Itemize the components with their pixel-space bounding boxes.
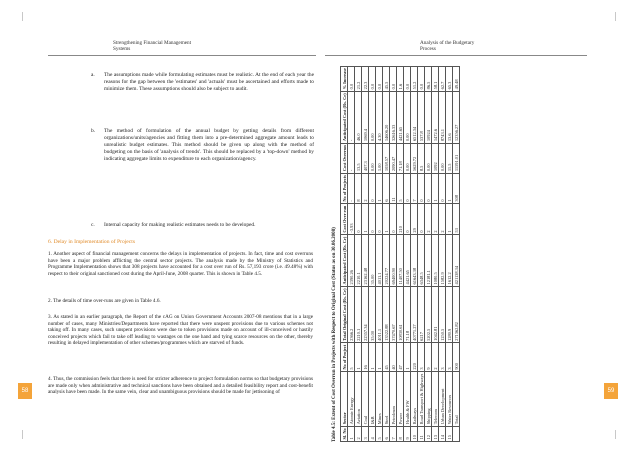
table-cell: 61643.38 [411, 235, 418, 287]
item-b-text: The method of formulation of the annual budget by getting details from different organizations/units/agencies and fitting them into a pre-determined aggregate amount leads to unrealistic budget estimates. This method should be given up along with the method of budgeting on the basis of 'analysis of trends'. This should be replaced by a 'top-down' method by indicating aggregate limits to expenditure to each organization/agency. [104, 128, 314, 163]
crop-mark [22, 430, 23, 439]
table-cell: 2390.26 [348, 235, 355, 287]
table-cell: 62.7 [439, 66, 446, 91]
table-cell: 0.0 [376, 66, 383, 91]
table-cell: 45 [383, 343, 390, 372]
table-row [348, 66, 355, 441]
table-cell: 35.00 [369, 235, 376, 287]
table-cell: 0.00 [404, 143, 411, 173]
table-cell: 4011.1 [376, 286, 383, 342]
table-cell: 7 [411, 173, 418, 204]
table-row [404, 66, 411, 441]
table-cell: Petroleum [390, 372, 397, 427]
table-cell: Aviation [355, 372, 362, 427]
table-cell: 1 [355, 343, 362, 372]
table-cell: 15 [446, 426, 453, 441]
header-line-1: Strengthening Financial Management [113, 40, 192, 46]
item-label-b: b. [91, 128, 96, 134]
table-cell: 407.3 [362, 143, 369, 173]
item-a-text: The assumptions made while formulating estimates must be realistic. At the end of each year the reasons for the gap between the 'estimates' and 'actuals' must be ascertained and efforts made to minimize them. These assumptions should also be subject to audit. [104, 72, 314, 93]
header-line-2: Process [420, 46, 436, 53]
table-cell: Coal [362, 372, 369, 427]
table-cell: 1042.81 [432, 286, 439, 342]
table-cell: 22357.34 [362, 286, 369, 342]
table-cell: Health & FW [404, 372, 411, 427]
table-cell: 1 [369, 343, 376, 372]
table-cell: 1 [376, 173, 383, 204]
table-cell: 421138.34 [453, 235, 460, 287]
table-cell: 1.00 [376, 143, 383, 173]
rotated-table-block [330, 32, 470, 442]
table-cell: 2 [432, 343, 439, 372]
table-cell: 0.0 [418, 66, 425, 91]
table-cell: 0 [418, 173, 425, 204]
paragraph-1: 1. Another aspect of financial management concerns the delays in implementation of projects. In fact, time and cost overruns have been a major problem afflicting the central sector projects. The analysis made by the Ministry of Statistics and Programme Implementation shows that 308 projects have accounted for a cost over run of Rs. 57,193 crore (i.e. 49.48%) with respect to their original sanctioned cost during the April-June, 2008 quarter. This is shown in Table 4.5. [48, 251, 313, 277]
table-cell: 40771.27 [411, 286, 418, 342]
table-row [411, 66, 418, 441]
table-row [432, 66, 439, 441]
table-cell: 11.5 [446, 143, 453, 173]
table-cell: 0 [390, 204, 397, 235]
table-cell: 45.5 [383, 66, 390, 91]
section-title: 6. Delay in Implementation of Projects [48, 239, 135, 245]
page-number-left: 58 [18, 383, 32, 399]
table-row [446, 66, 453, 441]
table-header-cell: Total Original Cost (Rs. Cr) [341, 288, 347, 341]
table-cell: 0 [376, 204, 383, 235]
table-row [362, 66, 369, 441]
table-cell: 10924 [425, 91, 432, 143]
table-cell: 1250.5 [439, 286, 446, 342]
table-cell: Power [397, 372, 404, 427]
header-line-1: Analysis of the Budgetary [420, 40, 475, 46]
table-cell: 16 [362, 343, 369, 372]
table-cell: 1612.2 [446, 235, 453, 287]
table-cell: 3 [418, 343, 425, 372]
table-cell: 46.0 [355, 91, 362, 143]
table-cell: 4421.65 [397, 91, 404, 143]
table-cell: 7 [390, 426, 397, 441]
table-cell: 3 [446, 343, 453, 372]
table-cell: 35.00 [369, 286, 376, 342]
table-cell: 220 [411, 343, 418, 372]
table-cell: 1472.6 [432, 91, 439, 143]
item-c-text: Internal capacity for making realistic estimates needs to be developed. [104, 222, 256, 228]
table-cell: 23162.48 [362, 235, 369, 287]
table-cell: 1 [362, 204, 369, 235]
table-cell: 14 [439, 426, 446, 441]
table-row [439, 66, 446, 441]
table-cell: 0 [439, 173, 446, 204]
table-cell: - [348, 173, 355, 204]
table-cell: 2210.1 [355, 235, 362, 287]
cost-overrun-table [340, 66, 460, 442]
header-rule [48, 55, 316, 56]
table-cell: I&B [369, 372, 376, 427]
table-cell: 1069.4 [362, 91, 369, 143]
table-cell: 4421.65 [404, 235, 411, 287]
table-title: Table 4.5: Extent of Cost Overrun in Projects with Respect to Original Cost (Status as on 30.06.2008) [332, 227, 337, 442]
item-label-c: c. [91, 222, 95, 228]
table-cell: 8 [355, 173, 362, 204]
table-cell: 1 [383, 204, 390, 235]
table-cell: 86.5 [425, 66, 432, 91]
table-cell: Atomic Energy [348, 372, 355, 427]
table-cell: 6 [383, 173, 390, 204]
table-cell: 0 [404, 204, 411, 235]
table-cell: 71.18 [404, 286, 411, 342]
table-cell: 2 [355, 426, 362, 441]
table-cell: 1 [432, 173, 439, 204]
table-cell: 308 [453, 173, 460, 204]
table-cell: 0 [369, 173, 376, 204]
table-cell: 5629.72 [411, 143, 418, 173]
item-label-a: a. [91, 72, 95, 78]
table-header-cell: % Increase [341, 68, 347, 90]
table-cell: 1092 [432, 143, 439, 173]
table-cell: 11591.01 [453, 143, 460, 173]
table-cell: 1 [404, 343, 411, 372]
table-cell: 9 [425, 343, 432, 372]
table-cell: - [348, 143, 355, 173]
paragraph-4: 4. Thus, the commission feels that there is need for stricter adherence to project formulation norms so that budgetary provisions are made only when administrative and technical sanctions have been obtained and a detailed feasibility report and cost-benefit analysis have been made. In the same vein, clear and unambiguous provisions should be made for jettisoning of [48, 376, 313, 396]
table-cell: 1 [348, 426, 355, 441]
table-cell: 4 [369, 426, 376, 441]
table-cell: Shipping [425, 372, 432, 427]
crop-mark [22, 12, 23, 21]
table-cell: 22.3 [362, 66, 369, 91]
table-cell: Telecom [432, 372, 439, 427]
table-cell: 1582.9 [439, 235, 446, 287]
table-cell: 8.5 [418, 143, 425, 173]
table-row [355, 66, 362, 441]
table-cell: 2 [432, 204, 439, 235]
table-cell: - [348, 91, 355, 143]
table-row [418, 66, 425, 441]
table-cell: Road Transport & Highways [418, 373, 424, 425]
table-cell: 1.6 [397, 66, 404, 91]
table-cell: 0.00 [425, 143, 432, 173]
table-cell: 0.00 [439, 143, 446, 173]
table-cell: 0 [404, 173, 411, 204]
table-row [383, 66, 390, 441]
table-cell: 0 [369, 204, 376, 235]
table-cell: 11 [390, 173, 397, 204]
table-cell: 13522.88 [383, 286, 390, 342]
table-cell: 69400.90 [390, 235, 397, 287]
table-row [425, 66, 432, 441]
table-cell: 20224.77 [383, 235, 390, 287]
table-cell: 2 [425, 204, 432, 235]
table-cell: 2090.47 [390, 143, 397, 173]
table-cell: 6 [383, 426, 390, 441]
table-cell: 2366.2 [348, 286, 355, 342]
table-cell: 14606.20 [383, 91, 390, 143]
table-cell: 2 [439, 204, 446, 235]
table-header-cell: Sector [341, 372, 348, 427]
table-body [348, 66, 460, 441]
table-cell: 0.00 [369, 91, 376, 143]
table-cell: 29 [411, 204, 418, 235]
table-cell: 12356.27 [453, 91, 460, 143]
table-cell: 1 [376, 343, 383, 372]
table-cell: Mines [376, 372, 383, 427]
table-cell: 0 [418, 204, 425, 235]
table-cell: 1058.57 [383, 143, 390, 173]
table-cell: 0.0 [348, 66, 355, 91]
table-cell: 12181.1 [425, 235, 432, 287]
table-cell: Total [453, 372, 460, 427]
table-cell: 3 [439, 343, 446, 372]
table-cell: 1 [446, 204, 453, 235]
table-cell: 271362.82 [453, 286, 460, 342]
table-row [369, 66, 376, 441]
table-cell: 210 [397, 204, 404, 235]
running-header-left [113, 40, 191, 53]
table-cell: Urban Development [439, 372, 446, 427]
table-cell: 10 [411, 426, 418, 441]
header-line-2: Systems [113, 46, 131, 53]
table-row [376, 66, 383, 441]
crop-mark [615, 430, 616, 439]
table-cell: -3.93 [348, 204, 355, 235]
table-cell: 71.18 [397, 143, 404, 173]
crop-mark [615, 12, 616, 21]
table-cell: 53 [453, 204, 460, 235]
table-header-cell: Anticipated Cost (Rs. Cr) [341, 236, 347, 285]
table-cell: 9 [404, 426, 411, 441]
table-cell: 1 [446, 173, 453, 204]
table-cell: 10830.61 [397, 286, 404, 342]
table-cell: 21.2 [355, 66, 362, 91]
table-cell: 0.00 [369, 143, 376, 173]
table-cell: 6348.5 [418, 235, 425, 287]
table-cell: 40 [390, 343, 397, 372]
table-cell: 5202.5 [425, 286, 432, 342]
table-cell: 8 [397, 426, 404, 441]
table-cell: 0 [425, 173, 432, 204]
table-row [390, 66, 397, 441]
table-cell: 32616.33 [390, 91, 397, 143]
table-cell: 0 [355, 204, 362, 235]
table-cell: 49.48 [453, 66, 460, 91]
table-cell: 13 [432, 426, 439, 441]
table-cell: 3 [362, 426, 369, 441]
table-cell: 13.6 [446, 91, 453, 143]
table-header-cell: No of Projects [341, 175, 347, 202]
table-row [397, 66, 404, 441]
table-header-cell: Anticipated Cost (Rs. Cr) [341, 93, 347, 142]
table-cell: 6217 [418, 286, 425, 342]
table-cell: 12 [425, 426, 432, 441]
table-header-cell: Cost Overrun [341, 145, 347, 172]
table-cell: 1080.5 [432, 235, 439, 287]
table-cell: 537.8 [418, 91, 425, 143]
table-row [453, 66, 460, 441]
table-cell: Steel [383, 372, 390, 427]
table-cell: 5 [376, 426, 383, 441]
table-cell [453, 426, 460, 441]
table-header-row [341, 66, 348, 441]
table-cell: 11407.50 [397, 235, 404, 287]
table-cell: 51.2 [411, 66, 418, 91]
table-cell: 8743.1 [439, 91, 446, 143]
table-cell: 65.3 [446, 66, 453, 91]
table-cell: 1280.9 [446, 286, 453, 342]
table-cell: 58.1 [432, 66, 439, 91]
table-cell: 6512.34 [411, 91, 418, 143]
table-cell: 2210.1 [355, 286, 362, 342]
page-number-right: 59 [604, 383, 618, 399]
table-cell: 0.00 [404, 91, 411, 143]
table-header-cell: No of Project [341, 344, 347, 370]
table-cell: Water Resources [446, 372, 453, 427]
table-header-cell: Cost Over run [341, 205, 347, 233]
table-cell: 5 [397, 173, 404, 204]
table-cell: 13.5 [355, 143, 362, 173]
table-cell: 4011.1 [376, 235, 383, 287]
table-cell: Railways [411, 372, 418, 427]
paragraph-3: 3. As stated in an earlier paragraph, the Report of the cAG on Union Government Accounts 2007-08 mentions that in a large number of cases, many Ministries/Departments have reported that there were unspent provisions due to various schemes not taking off. In many cases, such unspent provisions were due to token provisions made on account of ill-conceived or hastily conceived projects which fail to take off leading to wastages on the one hand and tying scarce resources on the other, thereby resulting in delayed implementation of other schemes/programmes which are starved of funds. [48, 314, 313, 347]
table-cell: 0.0 [390, 66, 397, 91]
table-cell: 0.0 [404, 66, 411, 91]
table-cell: 4.30 [376, 91, 383, 143]
paragraph-2: 2. The details of time over-runs are given in Table 4.6. [48, 298, 161, 304]
table-cell: 0.0 [369, 66, 376, 91]
table-cell: 11 [418, 426, 425, 441]
table-cell: 5 [348, 343, 355, 372]
table-cell: 37470.67 [390, 286, 397, 342]
table-cell: 900 [453, 343, 460, 372]
table-cell: 2 [362, 173, 369, 204]
table-header-cell: Sl. No [341, 428, 347, 440]
table-cell: 47 [397, 343, 404, 372]
